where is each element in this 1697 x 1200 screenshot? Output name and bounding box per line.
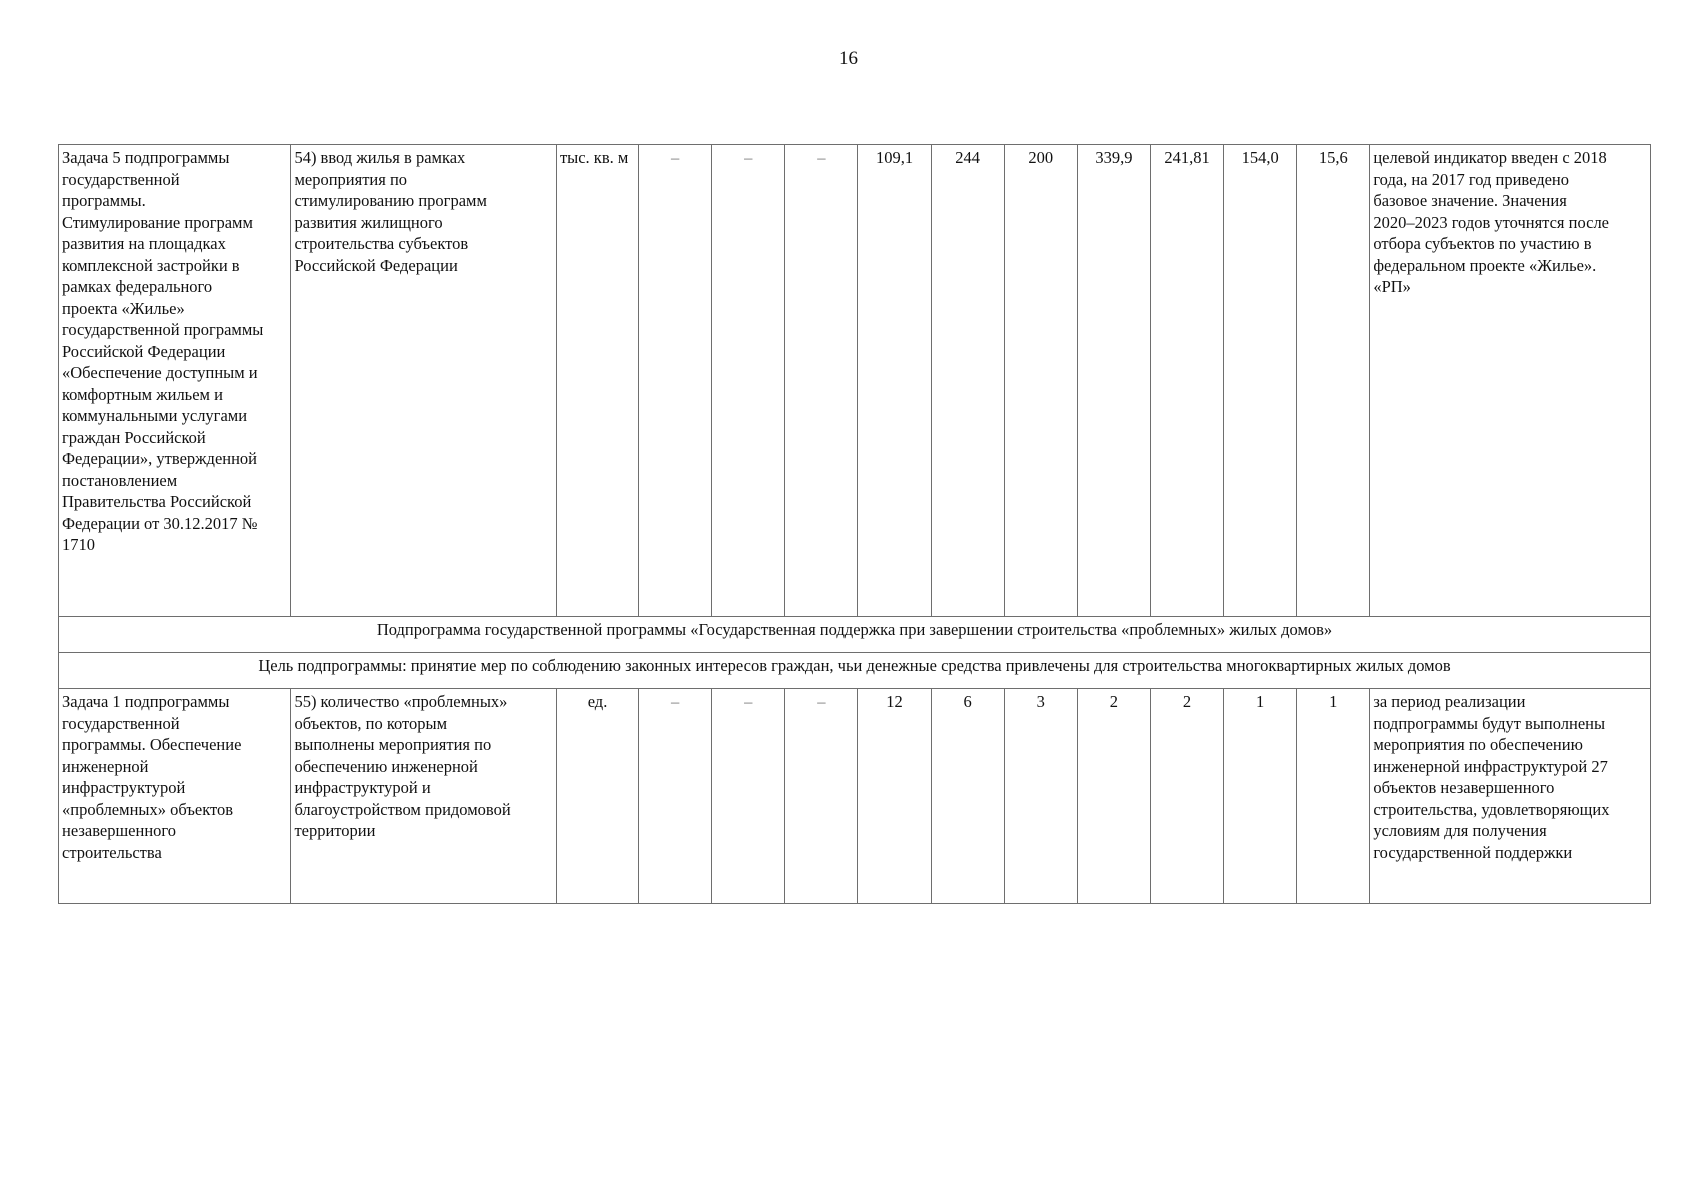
value-cell: 244 (931, 145, 1004, 617)
value-cell: – (785, 145, 858, 617)
value-cell: – (712, 689, 785, 904)
value-cell: 241,81 (1150, 145, 1223, 617)
value-cell: 1 (1224, 689, 1297, 904)
subprogram-goal: Цель подпрограммы: принятие мер по соблюдению законных интересов граждан, чьи денежные средства привлечены для строительства многоквартирных жилых домов (59, 653, 1651, 689)
table-row (59, 689, 1651, 904)
note-cell: целевой индикатор введен с 2018 года, на 2017 год приведено базовое значение. Значения 2020–2023 годов уточнятся после отбора субъектов по участию в федеральном проекте «Жилье». «РП» (1370, 145, 1651, 617)
value-cell: 200 (1004, 145, 1077, 617)
value-cell: – (639, 689, 712, 904)
subprogram-title: Подпрограмма государственной программы «Государственная поддержка при завершении строительства «проблемных» жилых домов» (59, 617, 1651, 653)
value-cell: 154,0 (1224, 145, 1297, 617)
subprogram-title-row (59, 617, 1651, 653)
value-cell: – (785, 689, 858, 904)
task-cell: Задача 1 подпрограммы государственной программы. Обеспечение инженерной инфраструктурой «проблемных» объектов незавершенного строительства (59, 689, 291, 904)
value-cell: 339,9 (1077, 145, 1150, 617)
indicator-cell: 54) ввод жилья в рамках мероприятия по стимулированию программ развития жилищного строительства субъектов Российской Федерации (291, 145, 557, 617)
value-cell: 1 (1297, 689, 1370, 904)
indicator-cell: 55) количество «проблемных» объектов, по которым выполнены мероприятия по обеспечению инженерной инфраструктурой и благоустройством придомовой территории (291, 689, 557, 904)
value-cell: 6 (931, 689, 1004, 904)
unit-cell: ед. (556, 689, 638, 904)
unit-cell: тыс. кв. м (556, 145, 638, 617)
page-number: 16 (839, 48, 858, 69)
value-cell: – (712, 145, 785, 617)
subprogram-goal-row (59, 653, 1651, 689)
value-cell: 109,1 (858, 145, 931, 617)
value-cell: 3 (1004, 689, 1077, 904)
value-cell: 15,6 (1297, 145, 1370, 617)
value-cell: – (639, 145, 712, 617)
task-cell: Задача 5 подпрограммы государственной программы. Стимулирование программ развития на площадках комплексной застройки в рамках федерального проекта «Жилье» государственной программы Российской Федерации «Обеспечение доступным и комфортным жильем и коммунальными услугами граждан Российской Федерации», утвержденной постановлением Правительства Российской Федерации от 30.12.2017 № 1710 (59, 145, 291, 617)
table-row (59, 145, 1651, 617)
value-cell: 12 (858, 689, 931, 904)
note-cell: за период реализации подпрограммы будут выполнены мероприятия по обеспечению инженерной инфраструктурой 27 объектов незавершенного строительства, удовлетворяющих условиям для получения государственной поддержки (1370, 689, 1651, 904)
value-cell: 2 (1077, 689, 1150, 904)
indicators-table (58, 144, 1651, 904)
value-cell: 2 (1150, 689, 1223, 904)
